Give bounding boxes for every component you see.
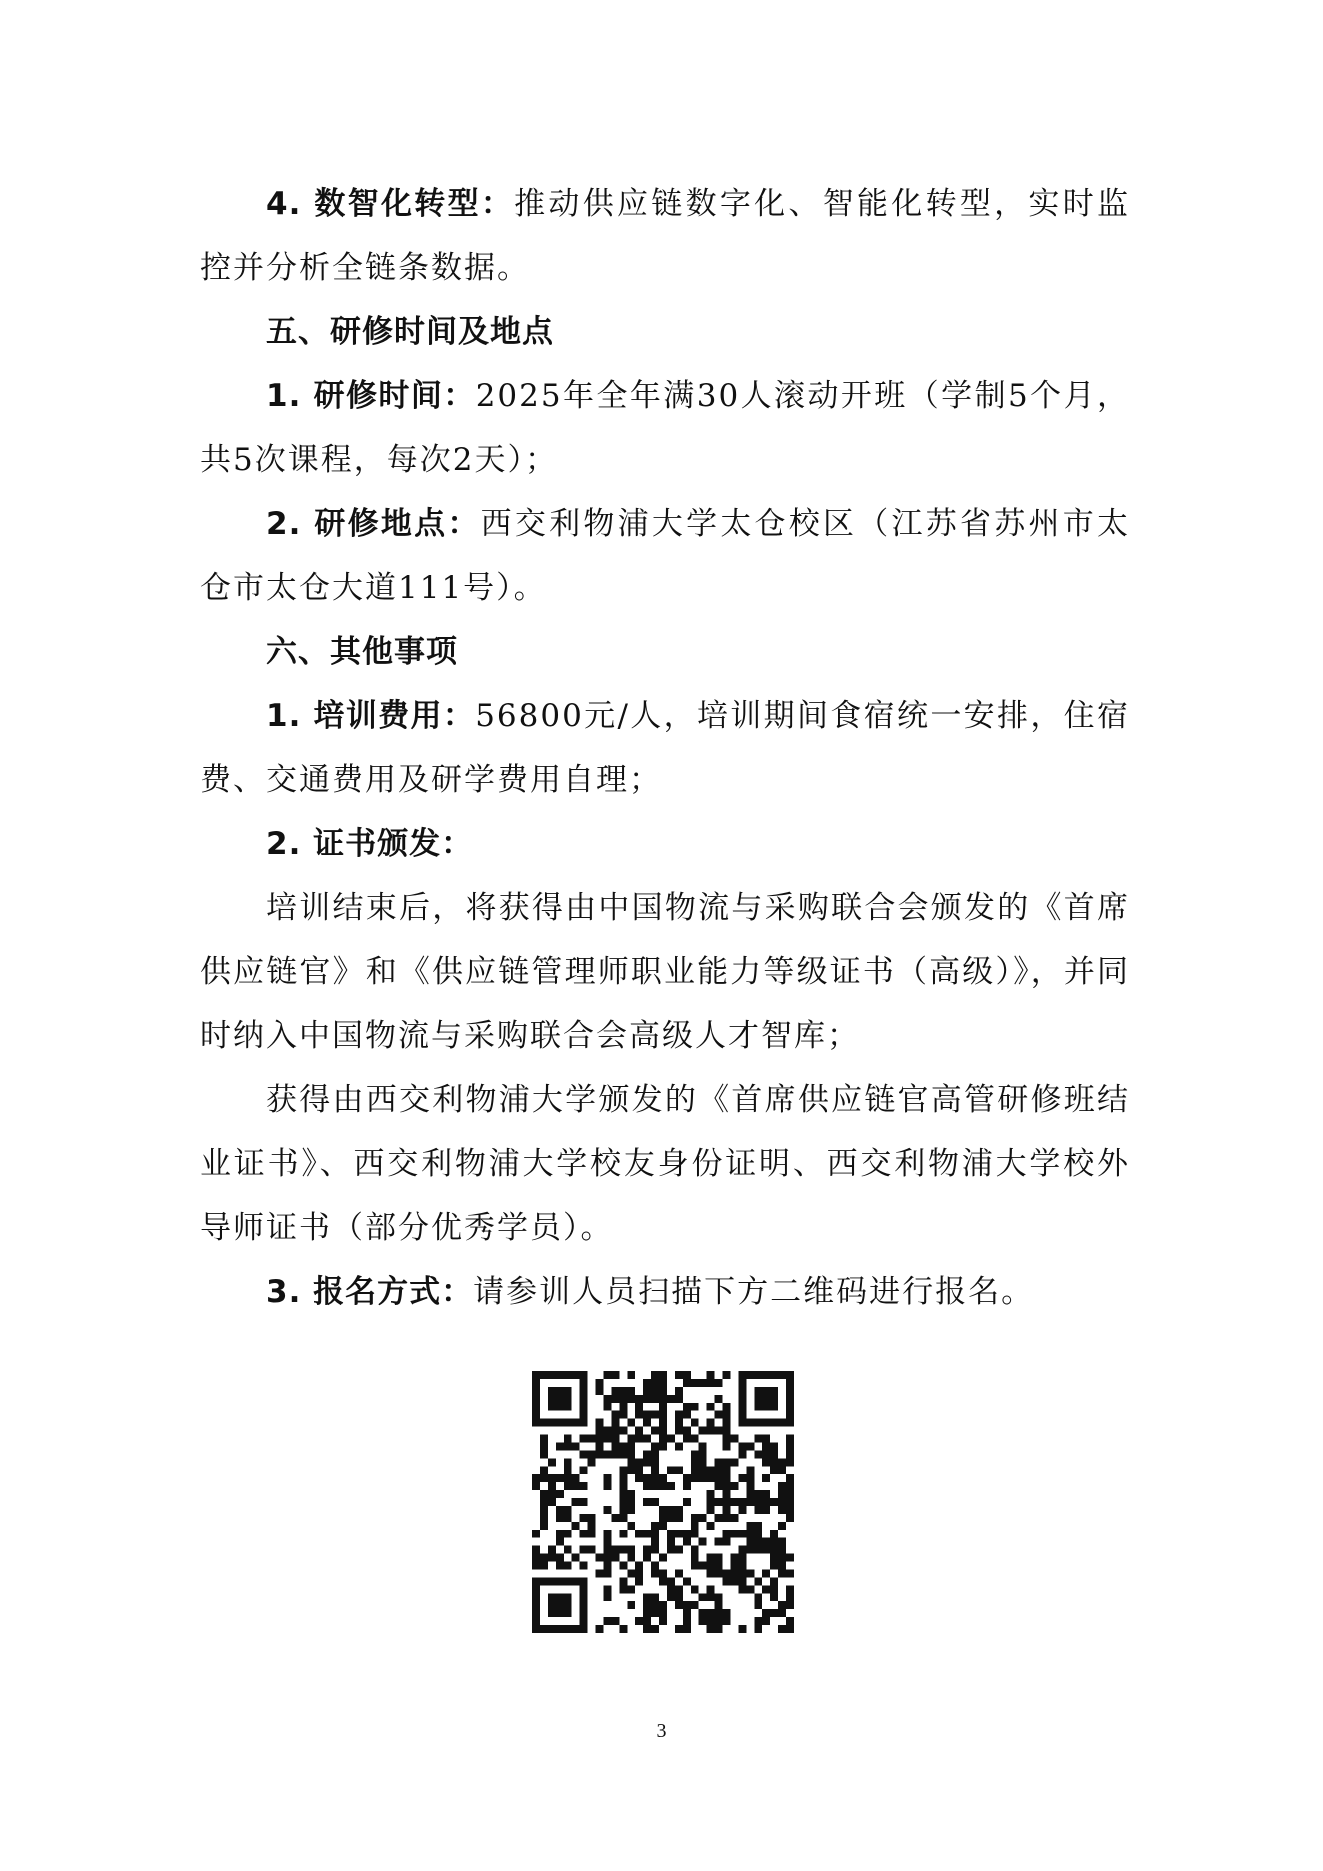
paragraph-text: 56800元/人，培训期间食宿统一安排，住宿费、交通费用及研学费用自理；	[200, 698, 1131, 798]
paragraph-study-time	[200, 364, 1130, 492]
paragraph-text: 推动供应链数字化、智能化转型，实时监控并分析全链条数据。	[200, 186, 1130, 286]
paragraph-text: 2025年全年满30人滚动开班（学制5个月，共5次课程，每次2天）；	[200, 378, 1131, 478]
paragraph-heading: 2. 研修地点：	[266, 506, 481, 542]
paragraph-heading: 4. 数智化转型：	[266, 186, 515, 222]
section-heading: 六、其他事项	[266, 634, 458, 670]
paragraph-study-location	[200, 492, 1130, 620]
paragraph-heading: 2. 证书颁发：	[266, 826, 474, 862]
paragraph-certificate-cflp	[200, 876, 1130, 1068]
page-number: 3	[656, 1720, 667, 1742]
section-heading-other-matters	[200, 620, 1130, 684]
section-heading: 五、研修时间及地点	[266, 314, 554, 350]
paragraph-heading: 1. 培训费用：	[266, 698, 476, 734]
paragraph-text: 西交利物浦大学太仓校区（江苏省苏州市太仓市太仓大道111号）。	[200, 506, 1131, 606]
paragraph-heading: 3. 报名方式：	[266, 1274, 474, 1310]
paragraph-text: 获得由西交利物浦大学颁发的《首席供应链官高管研修班结业证书》、西交利物浦大学校友身份证明、西交利物浦大学校外导师证书（部分优秀学员）。	[200, 1082, 1130, 1246]
paragraph-digital-transformation	[200, 172, 1130, 300]
paragraph-training-fee	[200, 684, 1130, 812]
paragraph-certificate-heading	[200, 812, 1130, 876]
section-heading-time-location	[200, 300, 1130, 364]
registration-qr-code[interactable]	[532, 1371, 794, 1633]
paragraph-text: 培训结束后，将获得由中国物流与采购联合会颁发的《首席供应链官》和《供应链管理师职业能力等级证书（高级）》，并同时纳入中国物流与采购联合会高级人才智库；	[200, 890, 1130, 1054]
paragraph-heading: 1. 研修时间：	[266, 378, 476, 414]
paragraph-text: 请参训人员扫描下方二维码进行报名。	[473, 1274, 1035, 1310]
paragraph-registration	[200, 1260, 1130, 1324]
page-body	[200, 172, 1130, 1324]
paragraph-certificate-xjtlu	[200, 1068, 1130, 1260]
